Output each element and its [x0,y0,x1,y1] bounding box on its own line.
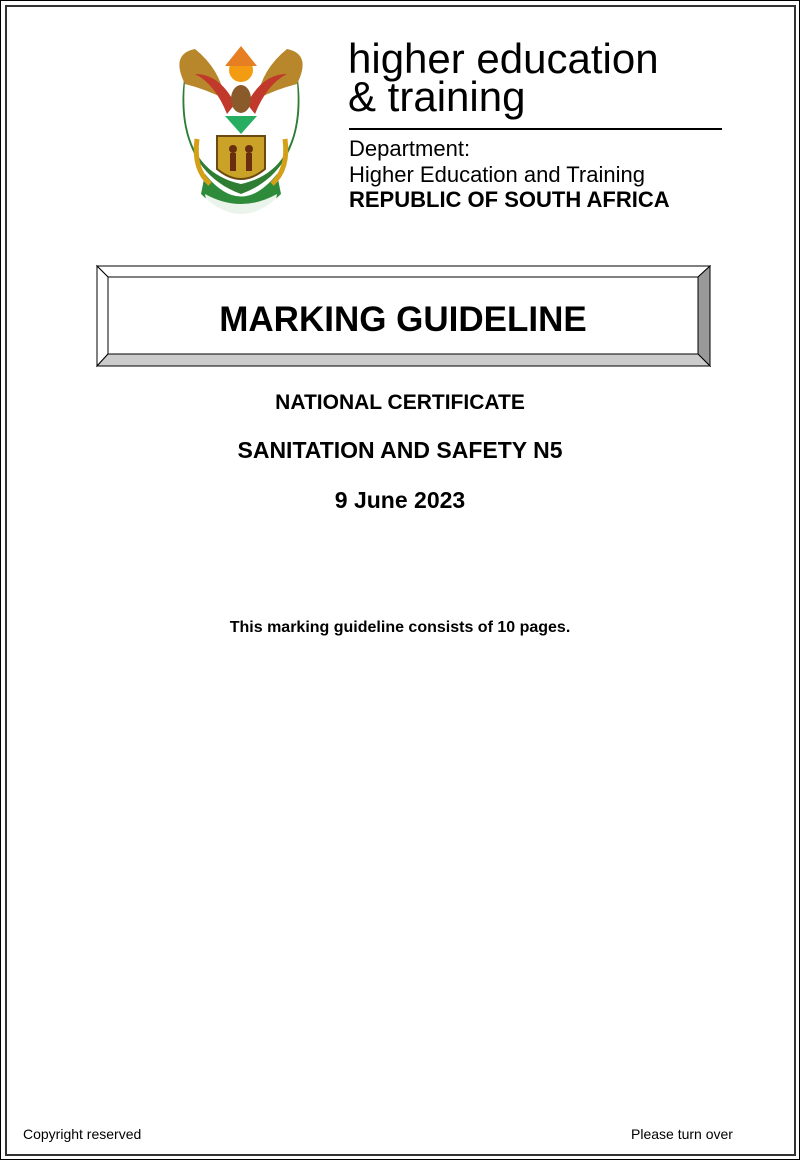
department-wordmark [348,35,659,120]
document-title: MARKING GUIDELINE [219,300,587,339]
turn-over-footer: Please turn over [631,1126,733,1142]
wordmark-line1: higher education [348,35,659,82]
department-label: Department: [349,136,471,161]
page-count-note: This marking guideline consists of 10 pages. [229,619,571,636]
department-name: Higher Education and Training [349,162,645,187]
copyright-footer: Copyright reserved [23,1126,142,1142]
exam-date: 9 June 2023 [334,487,466,513]
header-divider [349,128,722,130]
certificate-type: NATIONAL CERTIFICATE [275,391,525,414]
wordmark-line2: & training [348,73,526,120]
subject-name: SANITATION AND SAFETY N5 [237,437,563,463]
coat-of-arms-logo [165,44,317,230]
country-name: REPUBLIC OF SOUTH AFRICA [349,187,670,212]
